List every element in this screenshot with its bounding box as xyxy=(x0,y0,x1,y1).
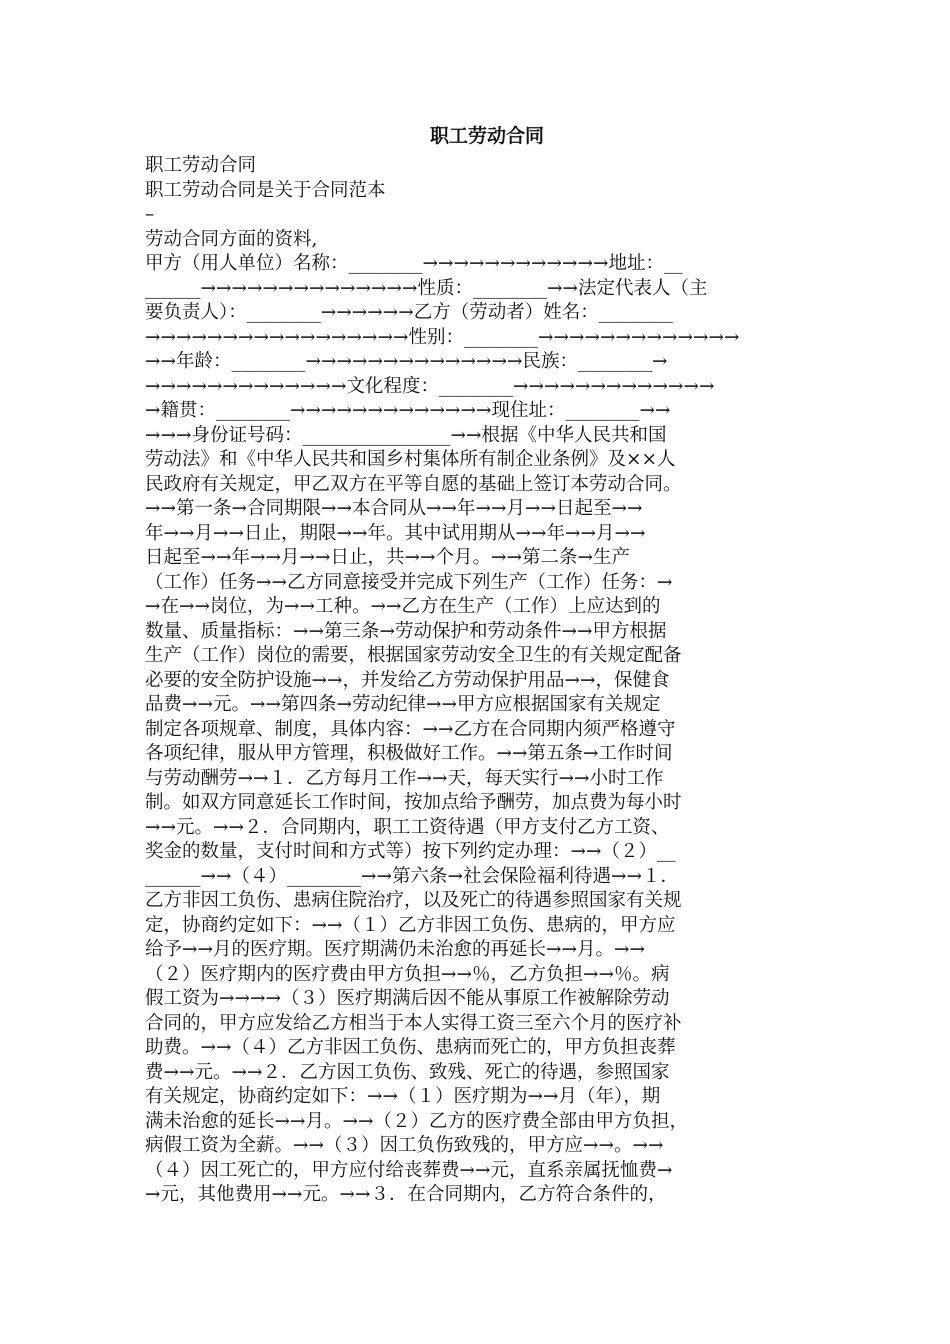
contract-body-line: 合同的，甲方应发给乙方相当于本人实得工资三至六个月的医疗补 xyxy=(145,1012,682,1034)
contract-body-line: （４）因工死亡的，甲方应付给丧葬费→→元，直系亲属抚恤费→ xyxy=(145,1159,673,1181)
contract-body-line: （工作）任务→→乙方同意接受并完成下列生产（工作）任务：→ xyxy=(145,571,673,593)
document-title: 职工劳动合同 xyxy=(429,125,544,147)
contract-body-line: ______→→（４）________→→第六条→社会保险福利待遇→→１． xyxy=(145,865,680,887)
contract-body-line: 费→→元。→→２．乙方因工负伤、致残、死亡的待遇，参照国家 xyxy=(145,1061,670,1083)
contract-body-line: 各项纪律，服从甲方管理，积极做好工作。→→第五条→工作时间 xyxy=(145,743,673,764)
contract-body-line: 日起至→→年→→月→→日止，共→→个月。→→第二条→生产 xyxy=(145,547,631,568)
contract-body-line: 与劳动酬劳→→１．乙方每月工作→→天，每天实行→→小时工作 xyxy=(145,767,664,789)
intro-line: 职工劳动合同是关于合同范本 xyxy=(145,179,386,201)
contract-body-line: 定，协商约定如下：→→（１）乙方非因工负伤、患病的，甲方应 xyxy=(145,914,676,936)
contract-body-line: →籍贯：________→→→→→→→→→→→→→现住址：________→→ xyxy=(145,400,671,421)
contract-body-line: 满未治愈的延长→→月。→→（２）乙方的医疗费全部由甲方负担， xyxy=(145,1110,689,1132)
contract-body-line: 品费→→元。→→第四条→劳动纪律→→甲方应根据国家有关规定 xyxy=(145,694,661,715)
contract-body-line: 奖金的数量，支付时间和方式等）按下列约定办理：→→（２）__ xyxy=(145,841,676,862)
contract-body-line: →在→→岗位，为→→工种。→→乙方在生产（工作）上应达到的 xyxy=(145,596,661,617)
contract-body-line: 要负责人）：________→→→→→→乙方（劳动者）姓名：________ xyxy=(145,302,673,323)
contract-body xyxy=(145,252,805,1208)
contract-body-line: →→元。→→２．合同期内，职工工资待遇（甲方支付乙方工资、 xyxy=(145,816,670,838)
contract-body-line: 乙方非因工负伤、患病住院治疗，以及死亡的待遇参照国家有关规 xyxy=(145,890,682,911)
intro-line: – xyxy=(145,204,155,225)
intro-line: 劳动合同方面的资料, xyxy=(145,228,318,250)
contract-body-line: →→→身份证号码：________________→→根据《中华人民共和国 xyxy=(145,424,667,446)
document-page xyxy=(145,118,805,1208)
contract-body-line: 制定各项规章、制度，具体内容：→→乙方在合同期内须严格遵守 xyxy=(145,718,676,740)
contract-body-line: 年→→月→→日止，期限→→年。其中试用期从→→年→→月→→ xyxy=(145,522,646,544)
contract-body-line: ______→→→→→→→→→→→→→→性质：________→→法定代表人（主 xyxy=(145,277,708,299)
contract-body-line: 数量、质量指标：→→第三条→劳动保护和劳动条件→→甲方根据 xyxy=(145,620,667,642)
contract-body-line: 劳动法》和《中华人民共和国乡村集体所有制企业条例》及××人 xyxy=(145,449,676,470)
contract-body-line: →→年龄：________→→→→→→→→→→→→→→民族：________→ xyxy=(145,351,668,372)
contract-body-line: →→→→→→→→→→→→→→→→→性别：________→→→→→→→→→→→→→ xyxy=(145,326,740,348)
contract-body-line: 病假工资为全薪。→→（３）因工负伤致残的，甲方应→→。→→ xyxy=(145,1135,664,1156)
contract-body-line: →→→→→→→→→→→→→文化程度：________→→→→→→→→→→→→→ xyxy=(145,375,715,397)
contract-body-line: 助费。→→（４）乙方非因工负伤、患病而死亡的，甲方负担丧葬 xyxy=(145,1037,676,1058)
contract-body-line: 必要的安全防护设施→→，并发给乙方劳动保护用品→→，保健食 xyxy=(145,669,670,691)
contract-body-line: 有关规定，协商约定如下：→→（１）医疗期为→→月（年），期 xyxy=(145,1086,661,1107)
contract-body-line: 假工资为→→→→（３）医疗期满后因不能从事原工作被解除劳动 xyxy=(145,988,670,1009)
contract-body-line: 生产（工作）岗位的需要，根据国家劳动安全卫生的有关规定配备 xyxy=(145,645,682,666)
contract-body-line: 给予→→月的医疗期。医疗期满仍未治愈的再延长→→月。→→ xyxy=(145,939,646,960)
contract-body-line: 民政府有关规定，甲乙双方在平等自愿的基础上签订本劳动合同。 xyxy=(145,473,682,495)
contract-body-line: 制。如双方同意延长工作时间，按加点给予酬劳，加点费为每小时 xyxy=(145,792,682,813)
intro-line: 职工劳动合同 xyxy=(145,155,257,176)
contract-body-line: （２）医疗期内的医疗费由甲方负担→→％，乙方负担→→％。病 xyxy=(145,963,670,985)
contract-body-line: 甲方（用人单位）名称：________→→→→→→→→→→→→地址：__ xyxy=(145,253,683,274)
contract-body-line: →→第一条→合同期限→→本合同从→→年→→月→→日起至→→ xyxy=(145,498,643,519)
contract-body-line: →元，其他费用→→元。→→３．在合同期内，乙方符合条件的， xyxy=(145,1184,667,1205)
